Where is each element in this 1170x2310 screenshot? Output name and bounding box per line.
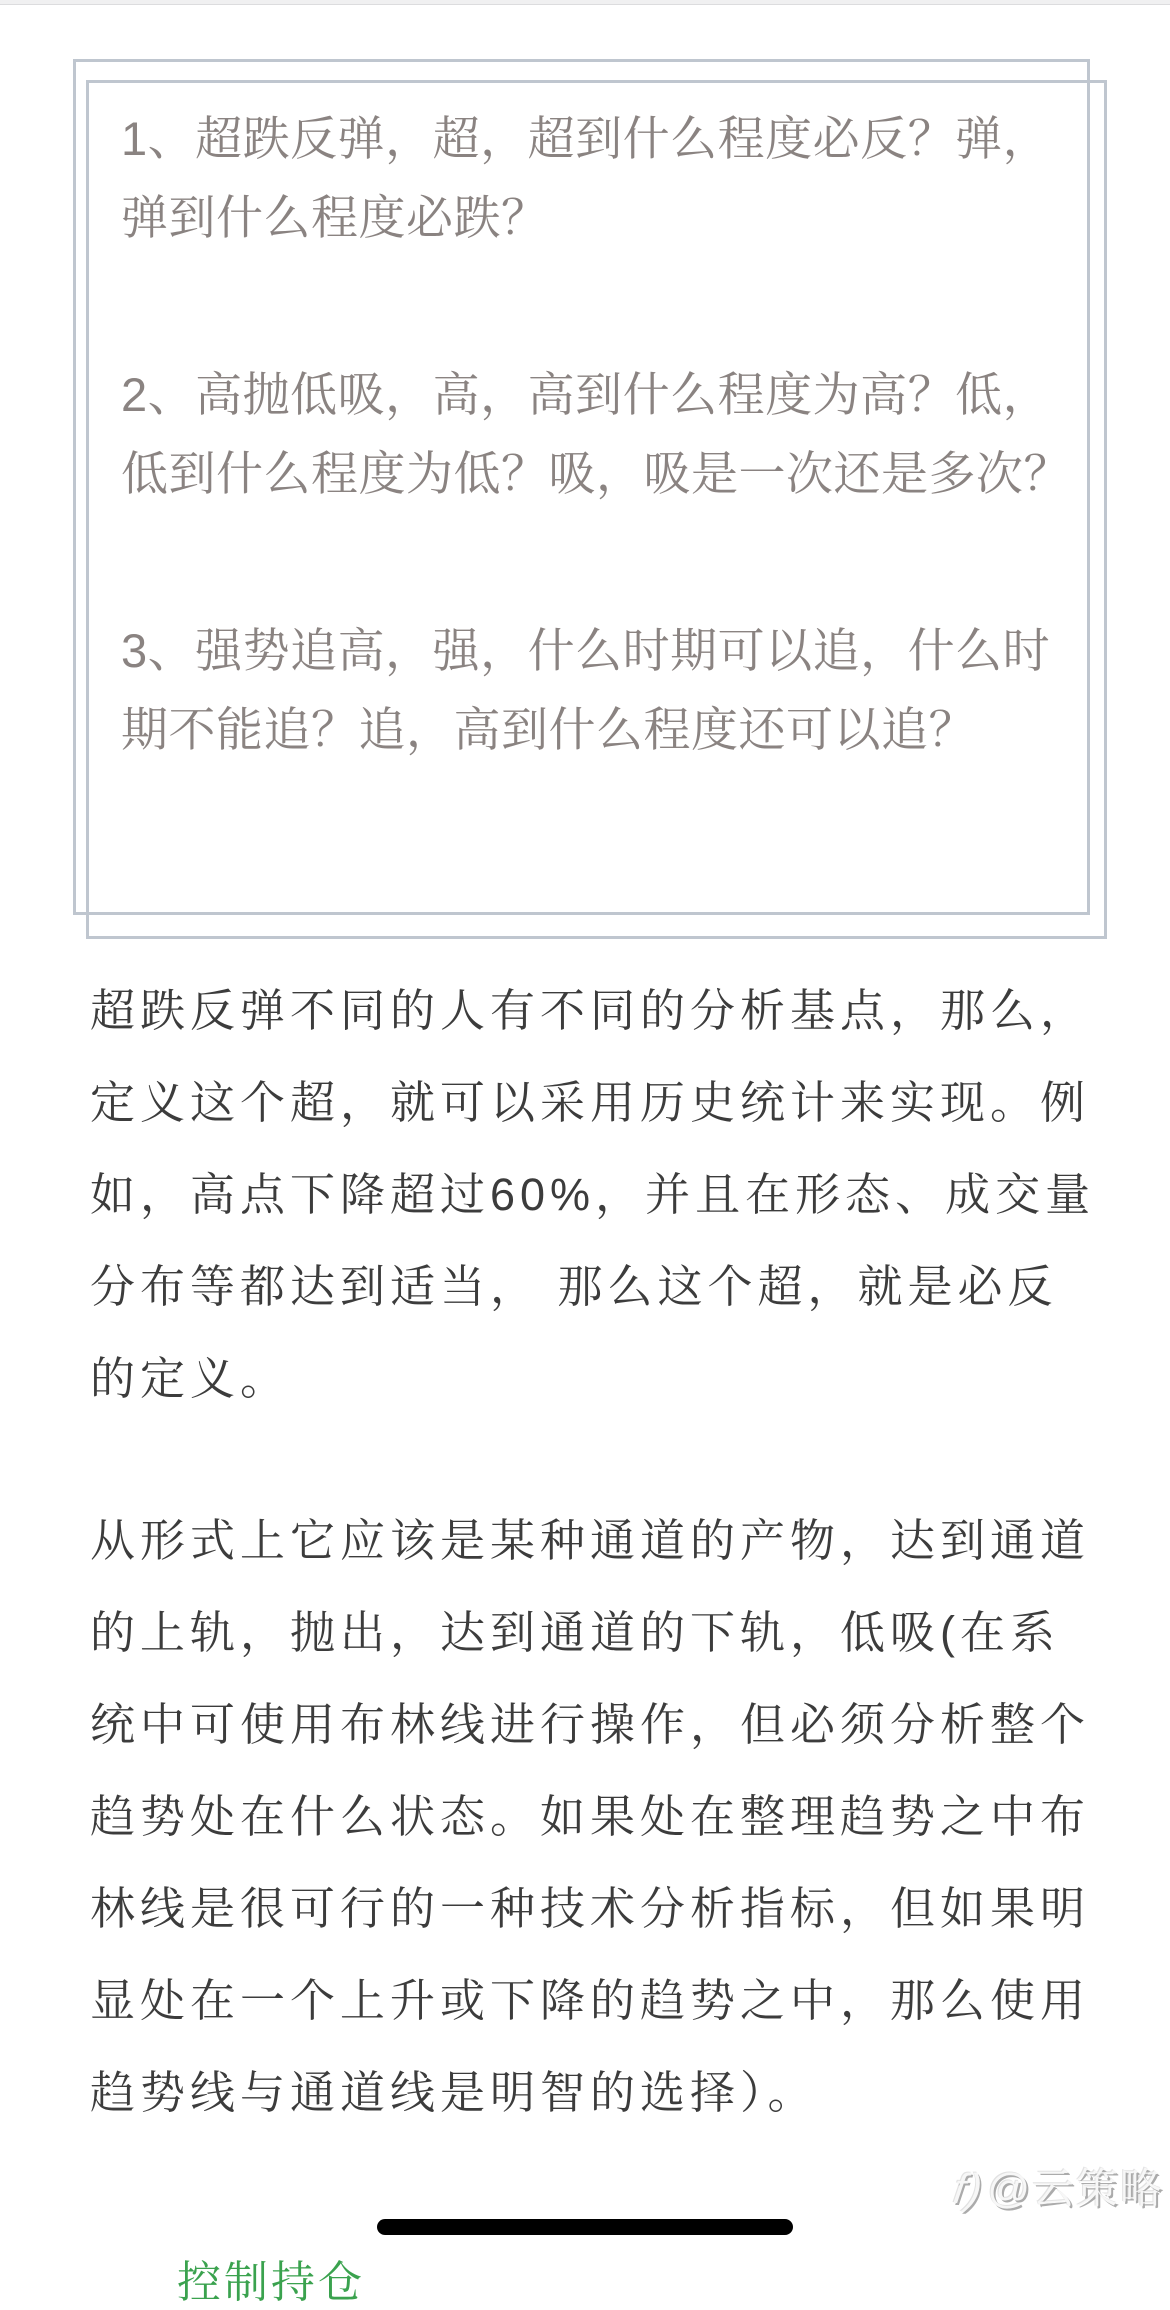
article-paragraph-2: 从形式上它应该是某种通道的产物，达到通道的上轨，抛出，达到通道的下轨，低吸(在系统中可使用布林线进行操作，但必须分析整个趋势处在什么状态。如果处在整理趋势之中布林线是很可行的一种技术分析指标，但如果明显处在一个上升或下降的趋势之中，那么使用趋势线与通道线是明智的选择）。 xyxy=(90,1515,1091,2118)
quote-box xyxy=(121,99,1073,769)
quote-item-2: 2、高抛低吸，高，高到什么程度为高？低，低到什么程度为低？吸，吸是一次还是多次？ xyxy=(121,368,1071,500)
quote-item-1: 1、超跌反弹，超，超到什么程度必反？弹，弹到什么程度必跌？ xyxy=(121,112,1051,244)
top-divider xyxy=(0,0,1170,5)
article-body xyxy=(90,965,1106,2139)
article-paragraph-1: 超跌反弹不同的人有不同的分析基点，那么，定义这个超，就可以采用历史统计来实现。例如，高点下降超过60%，并且在形态、成交量分布等都达到适当， 那么这个超，就是必反的定义。 xyxy=(90,985,1096,1404)
watermark-logo-icon: f) xyxy=(950,2165,987,2212)
watermark xyxy=(950,2156,1164,2216)
quote-item-3: 3、强势追高，强，什么时期可以追，什么时期不能追？追，高到什么程度还可以追？ xyxy=(121,624,1051,756)
watermark-text: @云策略 xyxy=(987,2165,1164,2212)
home-indicator-bar[interactable] xyxy=(377,2219,793,2235)
footer-tag-link[interactable]: 控制持仓 xyxy=(177,2258,365,2307)
